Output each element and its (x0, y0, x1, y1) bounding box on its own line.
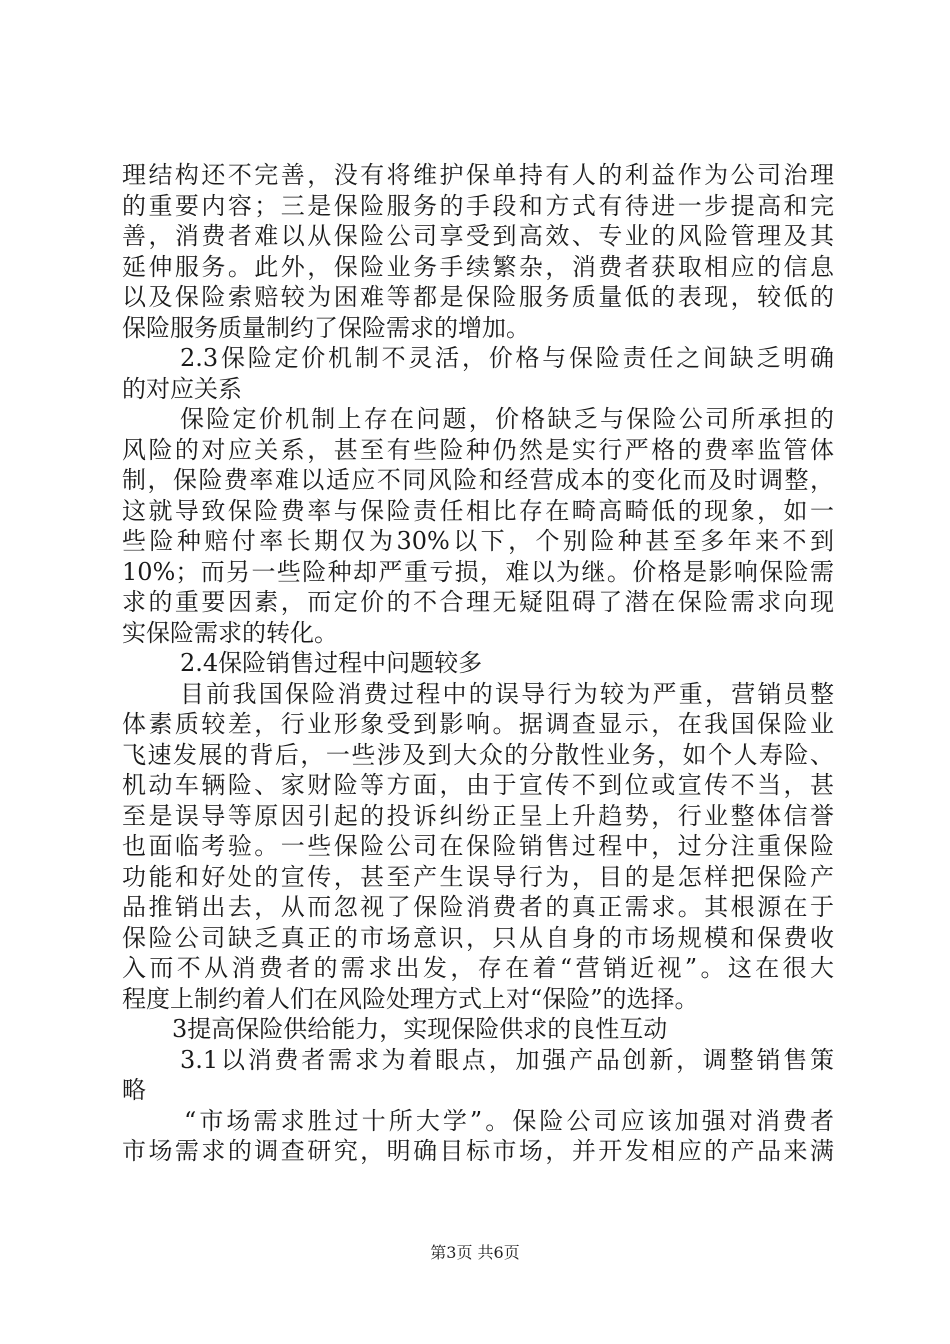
text-line: 这就导致保险费率与保险责任相比存在畸高畸低的现象，如一 (122, 496, 834, 525)
text-line: 延伸服务。此外，保险业务手续繁杂，消费者获取相应的信息 (122, 252, 834, 281)
text-line: 些险种赔付率长期仅为30%以下，个别险种甚至多年来不到 (122, 527, 834, 555)
text-line: 以及保险索赔较为困难等都是保险服务质量低的表现，较低的 (122, 283, 834, 311)
text-line: 目前我国保险消费过程中的误导行为较为严重，营销员整 (180, 679, 834, 708)
text-line: 2.4保险销售过程中问题较多 (180, 649, 483, 677)
text-line: 入而不从消费者的需求出发，存在着“营销近视”。这在很大 (122, 954, 834, 982)
text-line: 善，消费者难以从保险公司享受到高效、专业的风险管理及其 (122, 222, 834, 250)
text-line: 至是误导等原因引起的投诉纠纷正呈上升趋势，行业整体信誉 (122, 801, 834, 830)
text-line: “市场需求胜过十所大学”。保险公司应该加强对消费者 (184, 1106, 834, 1135)
text-line: 机动车辆险、家财险等方面，由于宣传不到位或宣传不当，甚 (122, 771, 834, 799)
text-line: 求的重要因素，而定价的不合理无疑阻碍了潜在保险需求向现 (122, 588, 834, 616)
text-line: 品推销出去，从而忽视了保险消费者的真正需求。其根源在于 (122, 893, 834, 921)
text-line: 保险定价机制上存在问题，价格缺乏与保险公司所承担的 (180, 405, 834, 433)
text-line: 的重要内容；三是保险服务的手段和方式有待进一步提高和完 (122, 191, 834, 220)
text-line: 制，保险费率难以适应不同风险和经营成本的变化而及时调整， (122, 466, 834, 494)
text-line: 也面临考验。一些保险公司在保险销售过程中，过分注重保险 (122, 832, 834, 860)
text-line: 2.3保险定价机制不灵活，价格与保险责任之间缺乏明确 (180, 344, 834, 372)
text-line: 略 (122, 1076, 146, 1104)
text-line: 保险公司缺乏真正的市场意识，只从自身的市场规模和保费收 (122, 923, 834, 952)
text-line: 功能和好处的宣传，甚至产生误导行为，目的是怎样把保险产 (122, 862, 834, 891)
text-line: 体素质较差，行业形象受到影响。据调查显示，在我国保险业 (122, 710, 834, 738)
text-line: 程度上制约着人们在风险处理方式上对“保险”的选择。 (122, 984, 699, 1013)
document-body (122, 160, 834, 1167)
text-line: 10%；而另一些险种却严重亏损，难以为继。价格是影响保险需 (122, 557, 834, 586)
text-line: 的对应关系 (122, 374, 242, 403)
text-line: 3.1以消费者需求为着眼点，加强产品创新，调整销售策 (180, 1045, 834, 1074)
text-line: 实保险需求的转化。 (122, 618, 338, 647)
page-number-footer: 第3页 共6页 (430, 1243, 520, 1262)
text-line: 理结构还不完善，没有将维护保单持有人的利益作为公司治理 (122, 161, 834, 189)
text-line: 风险的对应关系，甚至有些险种仍然是实行严格的费率监管体 (122, 435, 834, 464)
text-line: 保险服务质量制约了保险需求的增加。 (122, 313, 530, 342)
text-line: 市场需求的调查研究，明确目标市场，并开发相应的产品来满 (122, 1137, 834, 1165)
text-line: 3提高保险供给能力，实现保险供求的良性互动 (172, 1015, 668, 1043)
text-line: 飞速发展的背后，一些涉及到大众的分散性业务，如个人寿险、 (122, 740, 834, 769)
